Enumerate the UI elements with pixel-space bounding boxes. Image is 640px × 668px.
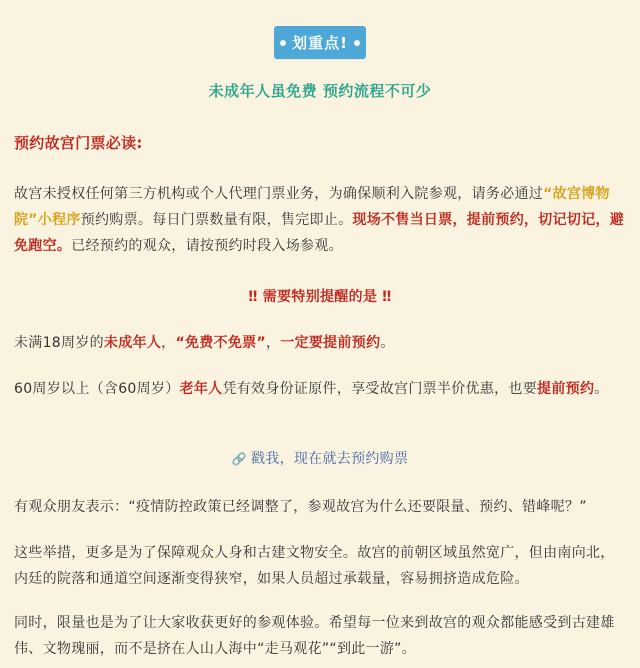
paragraph-minors [14,330,626,356]
paragraph-experience: 同时，限量也是为了让大家收获更好的参观体验。希望每一位来到故宫的观众都能感受到古建雄伟、文物瑰丽，而不是挤在人山人海中“走马观花”“到此一游”。 [14,615,615,657]
highlight-reserve: 提前预约 [537,381,595,397]
text: 未满18周岁的 [14,335,104,351]
text: ， [161,335,176,351]
text: 凭有效身份证原件，享受故宫门票半价优惠，也要 [222,381,538,397]
paragraph-safety: 这些举措，更多是为了保障观众人身和古建文物安全。故宫的前朝区域虽然宽广，但由南向北，内廷的院落和通道空间逐渐变得狭窄，如果人员超过承载量，容易拥挤造成危险。 [14,545,615,587]
text: 60周岁以上（含60周岁） [14,381,180,397]
subtitle: 未成年人虽免费 预约流程不可少 [208,82,432,100]
text: 已经预约的观众，请按预约时段入场参观。 [71,238,343,254]
reminder-heading: ‼ 需要特别提醒的是 ‼ [248,289,392,305]
reserve-link-label[interactable]: 戳我，现在就去预约购票 [250,451,409,467]
highlight-senior: 老年人 [179,381,223,397]
must-read-heading: 预约故宫门票必读: [14,134,143,152]
highlight-minor: 未成年人 [103,335,162,351]
text: ， [265,335,281,351]
paragraph-ticket-info [14,181,626,259]
text: 预约购票。每日门票数量有限，售完即止。 [80,212,353,228]
text: 。 [380,335,395,351]
mini-program-link[interactable]: “故宫博物院”小程序 [14,186,610,228]
highlight-reserve: 一定要提前预约 [280,335,381,351]
text: 。 [594,381,609,397]
highlight-free: “免费不免票” [175,335,266,351]
paragraph-visitor-question: 有观众朋友表示：“疫情防控政策已经调整了，参观故宫为什么还要限量、预约、错峰呢？” [14,499,587,515]
badge-container [0,26,640,59]
reserve-link[interactable] [14,446,626,472]
link-icon: 🔗 [231,452,247,466]
key-points-badge: 划重点! [274,26,366,59]
paragraph-seniors [14,376,626,402]
warning-text: 现场不售当日票，提前预约，切记切记，避免跑空。 [14,212,625,254]
text: 故宫未授权任何第三方机构或个人代理门票业务，为确保顺利入院参观，请务必通过 [14,186,544,202]
